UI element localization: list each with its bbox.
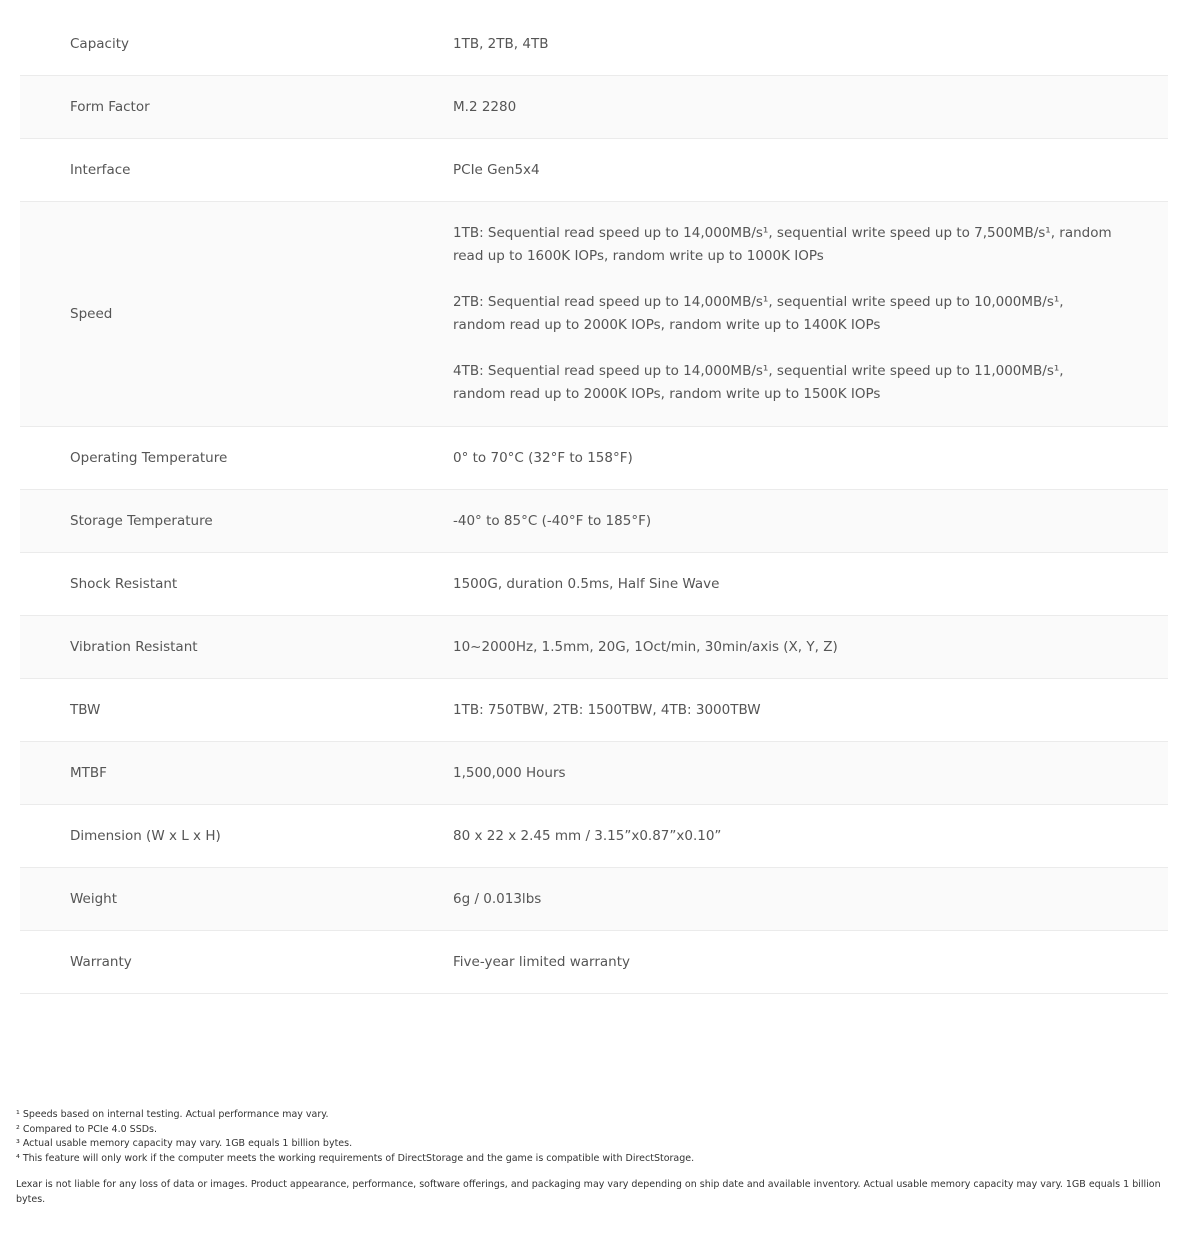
spec-row-tbw — [20, 679, 1168, 742]
footnote-3: ³ Actual usable memory capacity may vary. 1GB equals 1 billion bytes. — [16, 1138, 353, 1149]
spec-label: MTBF — [70, 765, 107, 781]
disclaimer: Lexar is not liable for any loss of data or images. Product appearance, performance, software offerings, and packaging may vary depending on ship date and available inventory. Actual usable memory capacity may vary. 1GB equals 1 billion bytes. — [16, 1179, 1161, 1205]
spec-row-speed — [20, 202, 1168, 427]
spec-row-warranty — [20, 931, 1168, 994]
spec-row-shock-resistant — [20, 553, 1168, 616]
speed-1tb: 1TB: Sequential read speed up to 14,000MB/s¹, sequential write speed up to 7,500MB/s¹, random read up to 1600K IOPs, random write up to 1000K IOPs — [453, 225, 1112, 264]
spec-value-speed — [453, 222, 1168, 406]
footnote-1: ¹ Speeds based on internal testing. Actual performance may vary. — [16, 1109, 329, 1120]
footnote-4: ⁴ This feature will only work if the computer meets the working requirements of DirectStorage and the game is compatible with DirectStorage. — [16, 1152, 695, 1164]
spec-row-vibration-resistant — [20, 616, 1168, 679]
spec-value: Five-year limited warranty — [453, 954, 631, 970]
spec-row-mtbf — [20, 742, 1168, 805]
spec-value: 6g / 0.013lbs — [453, 891, 542, 907]
spec-value: 10~2000Hz, 1.5mm, 20G, 1Oct/min, 30min/axis (X, Y, Z) — [453, 639, 838, 655]
spec-value: 0° to 70°C (32°F to 158°F) — [453, 450, 633, 466]
spec-label: TBW — [70, 702, 101, 718]
speed-2tb: 2TB: Sequential read speed up to 14,000MB/s¹, sequential write speed up to 10,000MB/s¹, random read up to 2000K IOPs, random write up to 1400K IOPs — [453, 294, 1064, 333]
spec-table — [20, 13, 1168, 994]
spec-value: 80 x 22 x 2.45 mm / 3.15”x0.87”x0.10” — [453, 828, 722, 844]
spec-label: Interface — [70, 162, 131, 178]
spec-row-dimension — [20, 805, 1168, 868]
spec-value: PCIe Gen5x4 — [453, 162, 540, 178]
spec-label: Storage Temperature — [70, 513, 213, 529]
spec-row-form-factor — [20, 76, 1168, 139]
spec-label: Vibration Resistant — [70, 639, 198, 655]
spec-row-interface — [20, 139, 1168, 202]
spec-value: 1500G, duration 0.5ms, Half Sine Wave — [453, 576, 720, 592]
spec-label: Speed — [70, 306, 113, 322]
spec-value: 1TB: 750TBW, 2TB: 1500TBW, 4TB: 3000TBW — [453, 702, 761, 718]
spec-label: Form Factor — [70, 99, 150, 115]
spec-row-operating-temperature — [20, 427, 1168, 490]
spec-row-storage-temperature — [20, 490, 1168, 553]
speed-4tb: 4TB: Sequential read speed up to 14,000MB/s¹, sequential write speed up to 11,000MB/s¹, random read up to 2000K IOPs, random write up to 1500K IOPs — [453, 363, 1064, 402]
spec-value: 1TB, 2TB, 4TB — [453, 36, 549, 52]
spec-row-weight — [20, 868, 1168, 931]
spec-label: Weight — [70, 891, 118, 907]
spec-value: M.2 2280 — [453, 99, 517, 115]
spec-label: Dimension (W x L x H) — [70, 828, 221, 844]
footnote-2: ² Compared to PCIe 4.0 SSDs. — [16, 1123, 158, 1135]
spec-row-capacity — [20, 13, 1168, 76]
spec-label: Warranty — [70, 954, 132, 970]
spec-label: Shock Resistant — [70, 576, 178, 592]
footnotes — [16, 1108, 1166, 1207]
spec-label: Operating Temperature — [70, 450, 228, 466]
spec-value: -40° to 85°C (-40°F to 185°F) — [453, 513, 652, 529]
spec-value: 1,500,000 Hours — [453, 765, 566, 781]
spec-label: Capacity — [70, 36, 129, 52]
